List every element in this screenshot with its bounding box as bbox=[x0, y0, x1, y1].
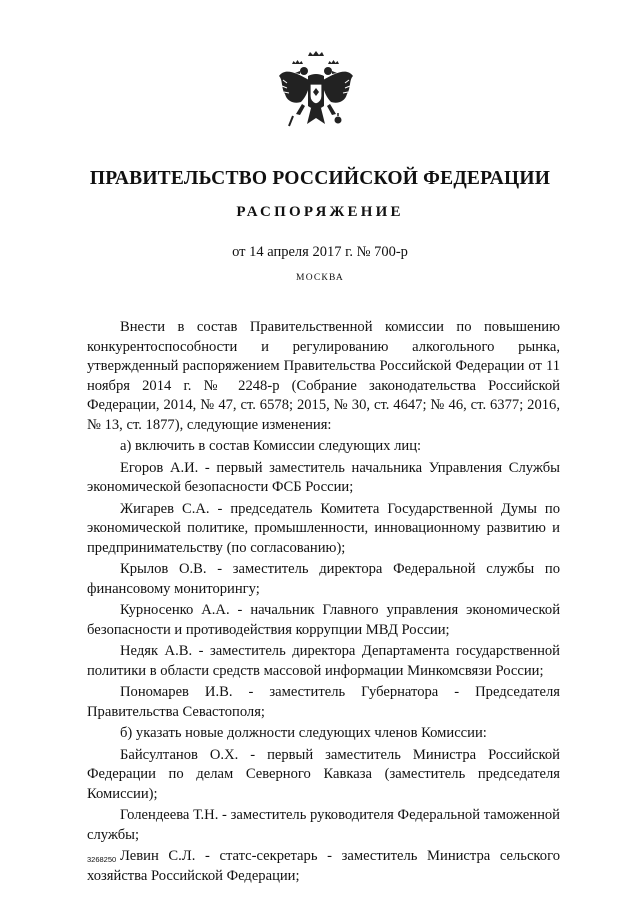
government-title: ПРАВИТЕЛЬСТВО РОССИЙСКОЙ ФЕДЕРАЦИИ bbox=[89, 168, 551, 189]
document-type: РАСПОРЯЖЕНИЕ bbox=[236, 204, 404, 220]
document-place: МОСКВА bbox=[296, 273, 344, 283]
paragraph: а) включить в состав Комиссии следующих лиц: bbox=[120, 438, 422, 454]
paragraph: Внести в состав Правительственной комиссии по повышению конкурентоспособности и регулированию алкогольного рынка, утвержденный распоряжением Правительства Российской Федерации от 11 ноября 2014 г. № 2248-р (Собрание законодательства Российской Федерации, 2014, № 47, ст. 6578; 2015, № 30, ст. 4647; № 46, ст. 6377; 2016, № 13, ст. 1877), следующие изменения: bbox=[87, 319, 560, 433]
paragraph: Крылов О.В. - заместитель директора Федеральной службы по финансовому мониторингу; bbox=[87, 561, 560, 597]
document-code: 3268250 bbox=[87, 855, 117, 864]
coat-of-arms-icon bbox=[275, 50, 357, 140]
paragraph: Левин С.Л. - статс-секретарь - заместитель Министра сельского хозяйства Российской Федерации; bbox=[87, 848, 560, 884]
paragraph: Егоров А.И. - первый заместитель начальника Управления Службы экономической безопасности ФСБ России; bbox=[87, 459, 560, 495]
paragraph: Жигарев С.А. - председатель Комитета Государственной Думы по экономической политике, промышленности, инновационному развитию и предпринимательству (по согласованию); bbox=[87, 500, 560, 556]
paragraph: Курносенко А.А. - начальник Главного управления экономической безопасности и противодействия коррупции МВД России; bbox=[87, 602, 560, 638]
paragraph: Недяк А.В. - заместитель директора Департамента государственной политики в области средств массовой информации Минкомсвязи России; bbox=[87, 643, 560, 679]
document-body bbox=[87, 318, 560, 888]
paragraph: Голендеева Т.Н. - заместитель руководителя Федеральной таможенной службы; bbox=[87, 807, 560, 843]
paragraph: Пономарев И.В. - заместитель Губернатора - Председателя Правительства Севастополя; bbox=[87, 684, 560, 720]
document-date-number: от 14 апреля 2017 г. № 700-р bbox=[232, 244, 408, 260]
paragraph: Байсултанов О.Х. - первый заместитель Министра Российской Федерации по делам Северного Кавказа (заместитель председателя Комиссии); bbox=[87, 746, 560, 802]
paragraph: б) указать новые должности следующих членов Комиссии: bbox=[120, 725, 487, 741]
